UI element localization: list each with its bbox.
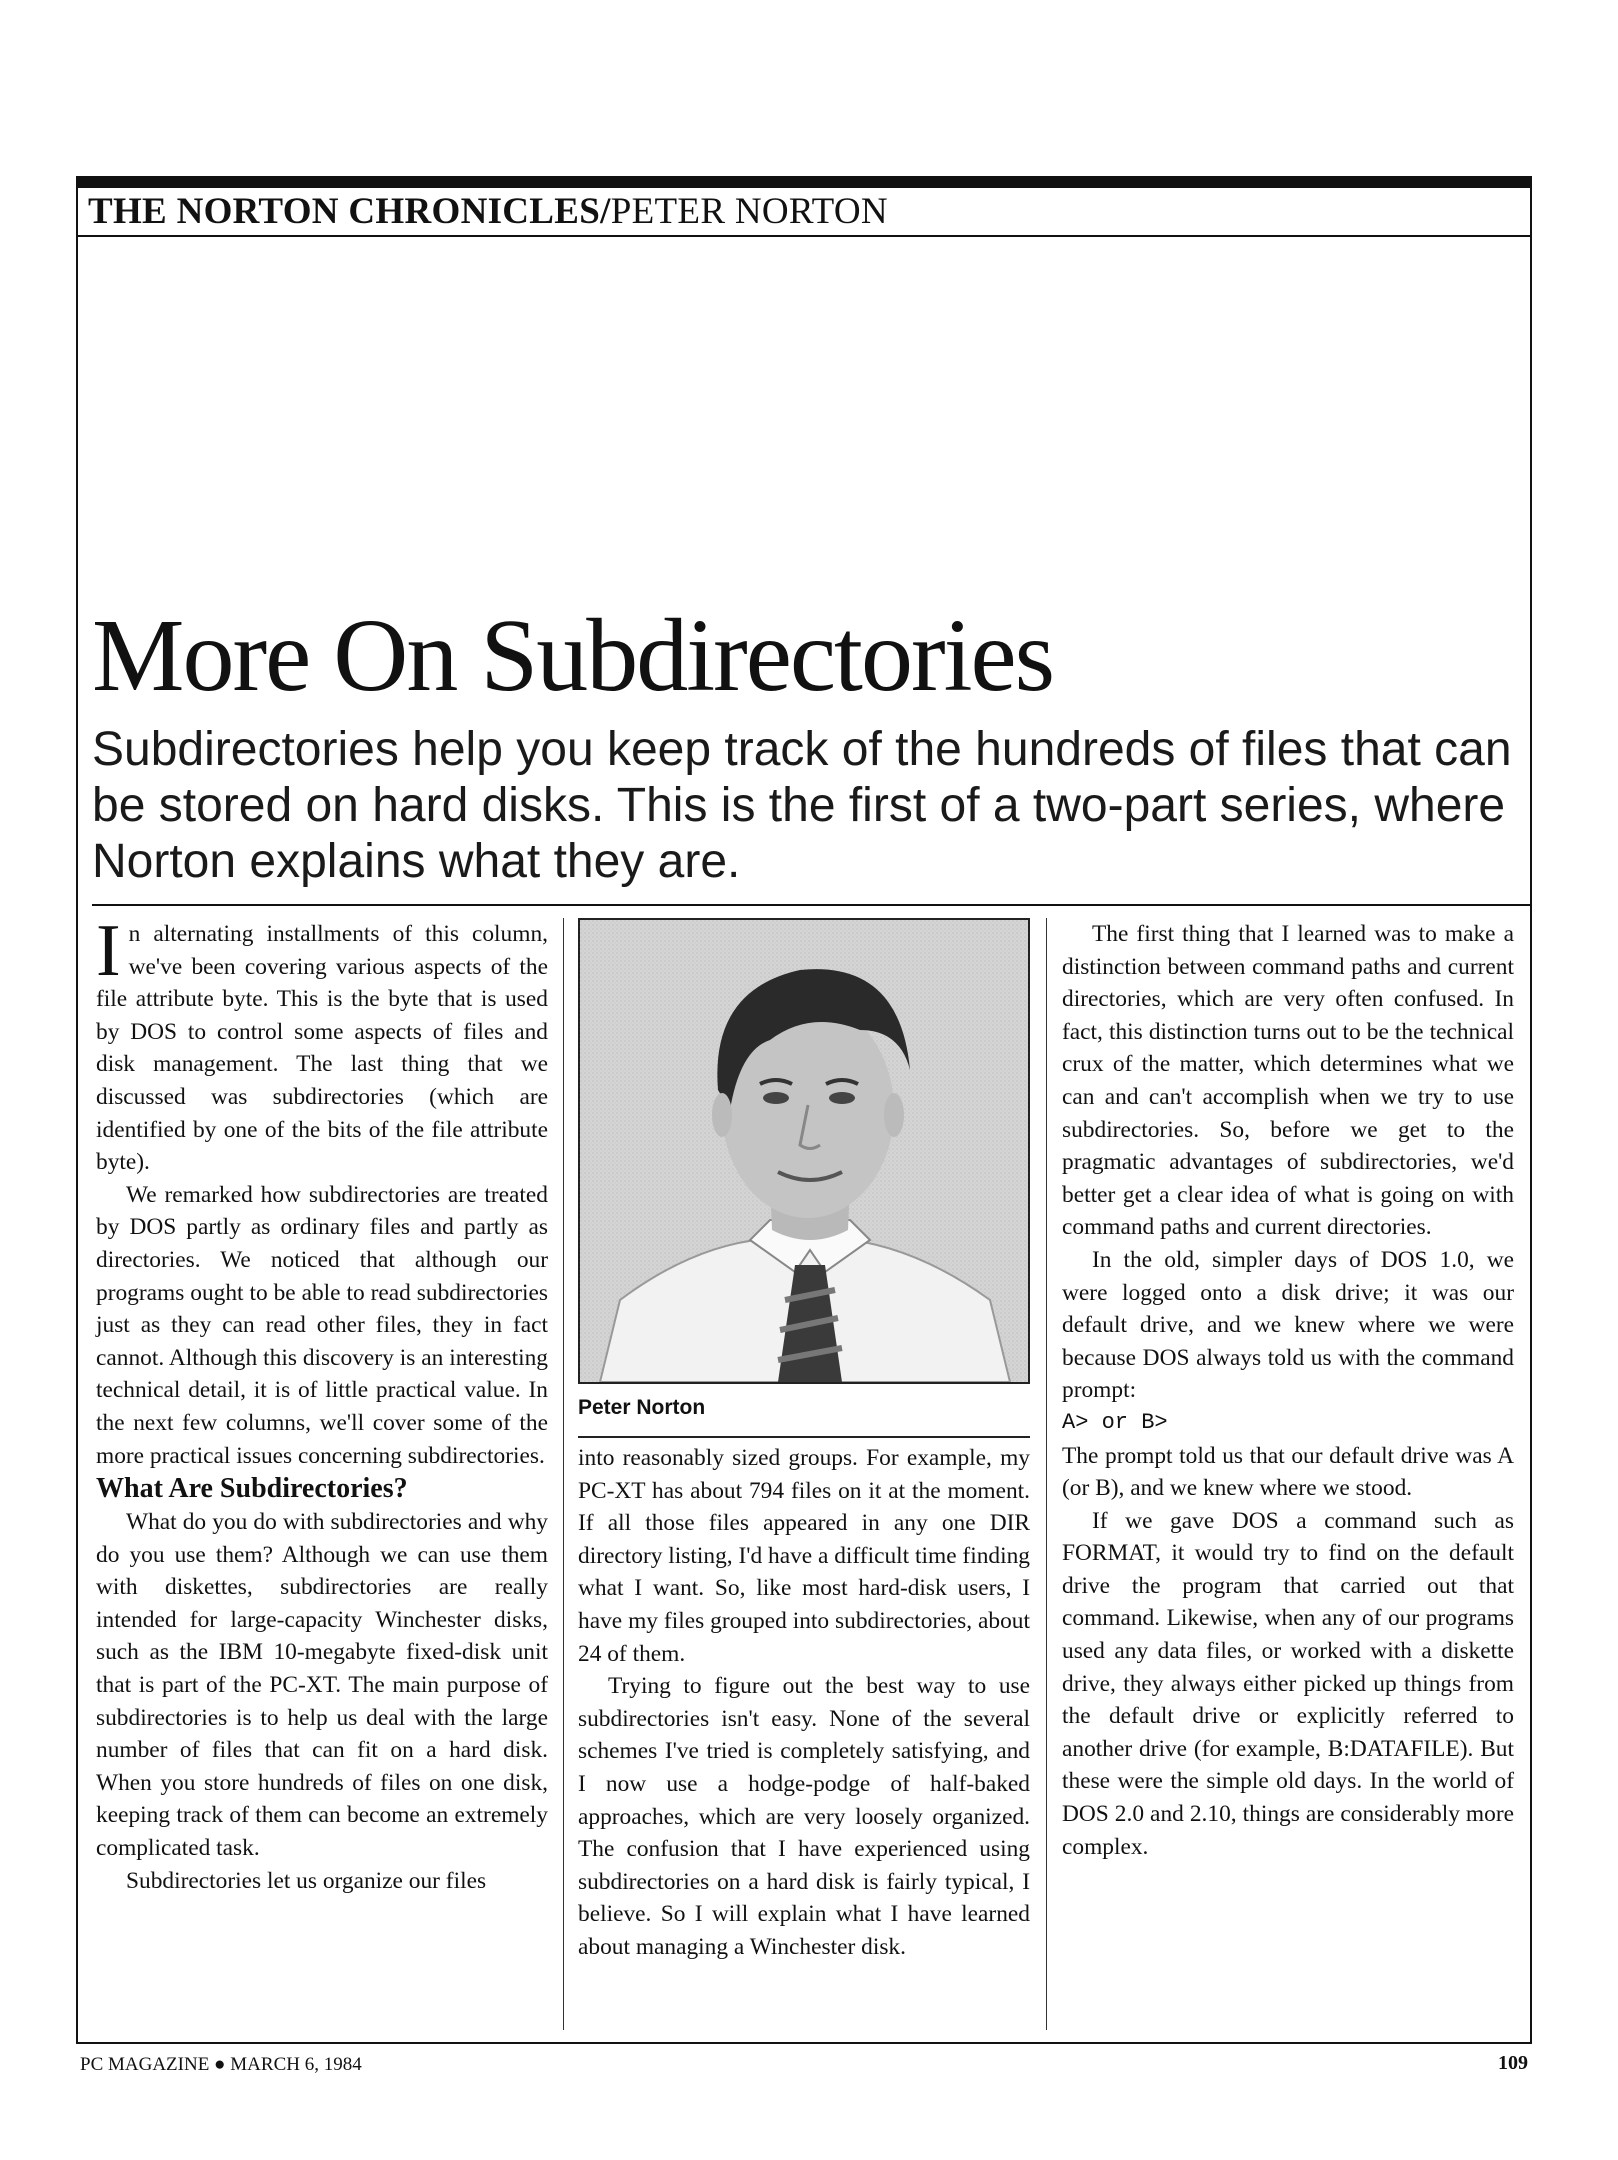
- paragraph: [96, 910, 548, 1179]
- paragraph: The first thing that I learned was to make a distinction between command paths and current directories, which are very often confused. In fact, this distinction turns out to be the technical crux of the matter, which determines what we can and can't accomplish when we try to use subdirectories. So, before we get to the pragmatic advantages of subdirectories, we'd better get a clear idea of what is going on with command paths and current directories.: [1062, 921, 1514, 1241]
- footer-publication: PC MAGAZINE ● MARCH 6, 1984: [80, 2054, 362, 2075]
- portrait-image: [580, 920, 1028, 1382]
- subhead: What Are Subdirectories?: [96, 1473, 408, 1505]
- caption-rule: [578, 1436, 1030, 1438]
- paragraph: In the old, simpler days of DOS 1.0, we were logged onto a disk drive; it was our default drive, and we knew where we were because DOS always told us with the command prompt:: [1062, 1246, 1514, 1404]
- paragraph-text: n alternating installments of this column, we've been covering various aspects of the file attribute byte. This is the byte that is used by DOS to control some aspects of files and disk management. The last thing that we discussed was subdirectories (which are identified by one of the bits of the file attribute byte).: [96, 921, 548, 1176]
- column-3: [1062, 918, 1514, 1863]
- paragraph: If we gave DOS a command such as FORMAT, it would try to find on the default drive the program that carried out that command. Likewise, when any of our programs used any data files, or worked with a diskette drive, they always either picked up things from the default drive or explicitly referred to another drive (for example, B:DATAFILE). But these were the simple old days. In the world of DOS 2.0 and 2.10, things are considerably more complex.: [1062, 1507, 1514, 1860]
- author-photo: [578, 918, 1030, 1384]
- paragraph: We remarked how subdirectories are treated by DOS partly as ordinary files and partly as directories. We noticed that although our programs ought to be able to read subdirectories just as they can read other files, they in fact cannot. Although this discovery is an interesting technical detail, it is of little practical value. In the next few columns, we'll cover some of the more practical issues concerning subdirectories.: [96, 1181, 548, 1469]
- deck-rule: [92, 904, 1532, 906]
- column-name: THE NORTON CHRONICLES/: [88, 191, 611, 232]
- column-divider: [563, 918, 564, 2030]
- header-rule: [76, 235, 1532, 237]
- drop-cap: I: [96, 910, 121, 992]
- photo-caption: Peter Norton: [578, 1396, 706, 1419]
- paragraph: Subdirectories let us organize our files: [126, 1867, 487, 1894]
- paragraph: into reasonably sized groups. For example, my PC-XT has about 794 files on it at the moment. If all those files appeared in any one DIR directory listing, I'd have a difficult time finding what I want. So, like most hard-disk users, I have my files grouped into subdirectories, about 24 of them.: [578, 1445, 1030, 1667]
- paragraph: The prompt told us that our default drive was A (or B), and we knew where we stood.: [1062, 1442, 1514, 1502]
- column-divider: [1046, 918, 1047, 2030]
- headline: More On Subdirectories: [92, 598, 1054, 713]
- deck: Subdirectories help you keep track of the hundreds of files that can be stored on hard disks. This is the first of a two-part series, where Norton explains what they are.: [92, 723, 1512, 888]
- column-2: [578, 1442, 1030, 1964]
- top-bar: [76, 176, 1532, 188]
- page-number: 109: [1498, 2052, 1528, 2074]
- column-title: [88, 190, 888, 233]
- author-name: PETER NORTON: [610, 191, 888, 232]
- paragraph: Trying to figure out the best way to use subdirectories isn't easy. None of the several schemes I've tried is completely satisfying, and I now use a hodge-podge of half-baked approaches, which are very loosely organized. The confusion that I have experienced using subdirectories on a hard disk is fairly typical, I believe. So I will explain what I have learned about managing a Winchester disk.: [578, 1673, 1030, 1960]
- paragraph: What do you do with subdirectories and why do you use them? Although we can use them with diskettes, subdirectories are really intended for large-capacity Winchester disks, such as the IBM 10-megabyte fixed-disk unit that is part of the PC-XT. The main purpose of subdirectories is to help us deal with the large number of files that can fit on a hard disk. When you store hundreds of files on one disk, keeping track of them can become an extremely complicated task.: [96, 1509, 548, 1862]
- column-1: [96, 910, 548, 1897]
- code-sample: A> or B>: [1062, 1409, 1168, 1435]
